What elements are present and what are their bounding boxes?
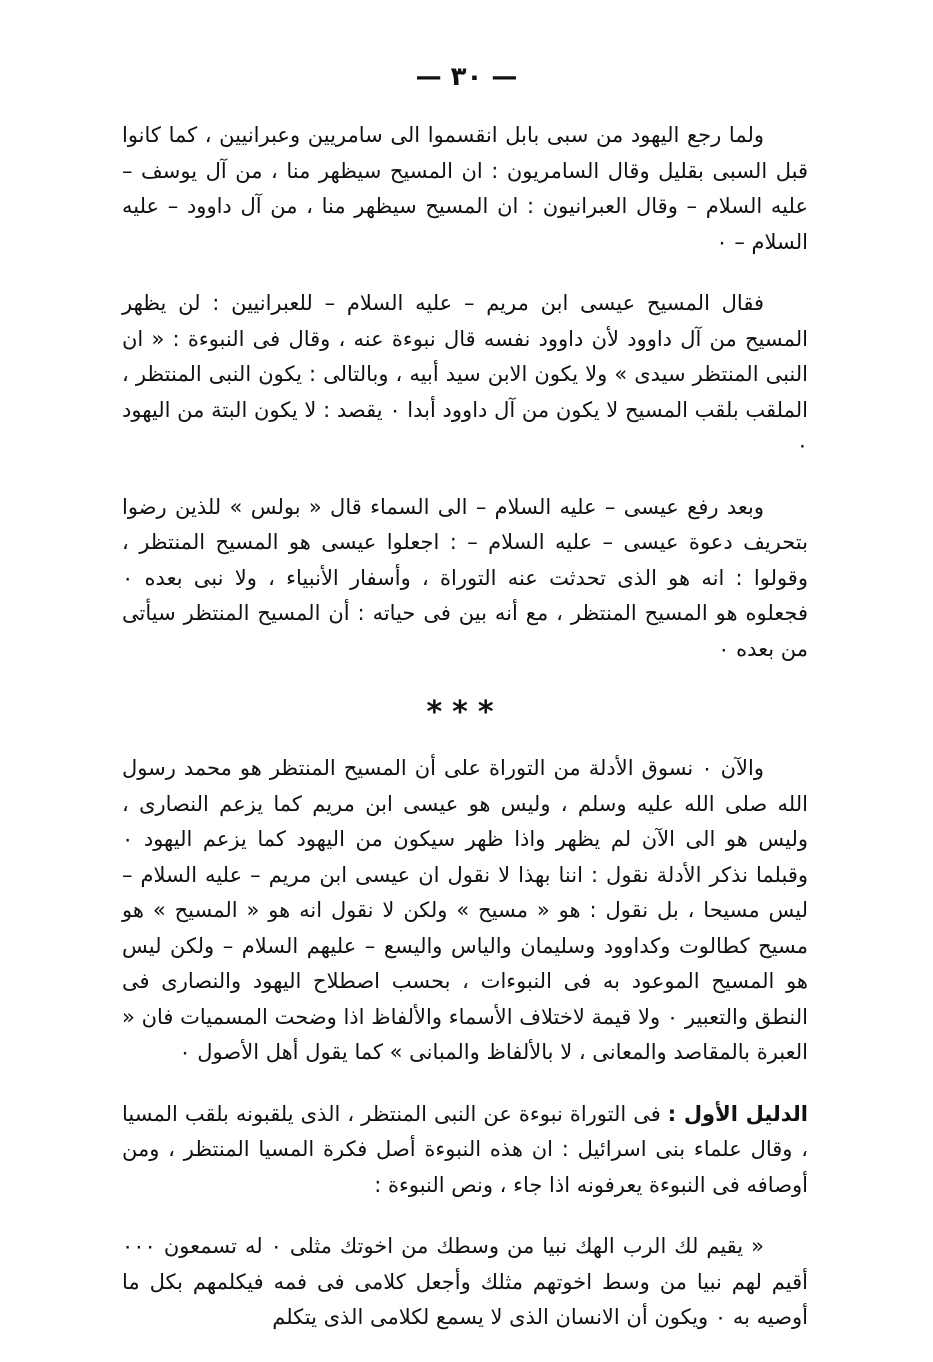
section-divider: *** [426, 695, 504, 730]
paragraph-jesus-statement: فقال المسيح عيسى ابن مريم – عليه السلام – للعبرانيين : لن يظهر المسيح من آل داوود لأن داوود نفسه قال نبوءة عنه ، وقال فى النبوءة : « ان النبى المنتظر سيدى » ولا يكون الابن سيد أبيه ، وبالتالى : يكون النبى المنتظر ، الملقب بلقب المسيح لا يكون من آل داوود أبدا ٠ يقصد : لا يكون البتة من اليهود ٠ [122, 291, 808, 457]
paragraph-first-evidence [122, 1097, 808, 1204]
paragraph-paul: وبعد رفع عيسى – عليه السلام – الى السماء قال « بولس » للذين رضوا بتحريف دعوة عيسى – عليه السلام – : اجعلوا عيسى هو المسيح المنتظر ، وقولوا : انه هو الذى تحدثت عنه التوراة ، وأسفار الأنبياء ، ولا نبى بعده ٠ فجعلوه هو المسيح المنتظر ، مع أنه بين فى حياته : أن المسيح المنتظر سيأتى من بعده ٠ [122, 494, 808, 661]
paragraph-torah-quote: « يقيم لك الرب الهك نبيا من وسطك من اخوتك مثلى ٠ له تسمعون ٠٠٠ أقيم لهم نبيا من وسط اخوتهم مثلك وأجعل كلامى فى فمه فيكلمهم بكل ما أوصيه به ٠ ويكون أن الانسان الذى لا يسمع لكلامى الذى يتكلم [122, 1234, 808, 1329]
first-evidence-heading: الدليل الأول : [667, 1101, 809, 1126]
first-evidence-text: فى التوراة نبوءة عن النبى المنتظر ، الذى يلقبونه بلقب المسيا ، وقال علماء بنى اسرائيل : ان هذه النبوءة أصل فكرة المسيا المنتظر ، ومن أوصافه فى النبوءة يعرفونه اذا جاء ، ونص النبوءة : [122, 1101, 808, 1197]
paragraph-evidence-intro: والآن ٠ نسوق الأدلة من التوراة على أن المسيح المنتظر هو محمد رسول الله صلى الله عليه وسلم ، وليس هو عيسى ابن مريم كما يزعم النصارى ، وليس هو الى الآن لم يظهر واذا ظهر سيكون من اليهود كما يزعم اليهود ٠ وقبلما نذكر الأدلة نقول : اننا بهذا لا نقول ان عيسى ابن مريم – عليه السلام – ليس مسيحا ، بل نقول : هو « مسيح » ولكن لا نقول انه هو « المسيح » هو مسيح كطالوت وكداوود وسليمان والياس واليسع – عليهم السلام – ولكن ليس هو المسيح الموعود به فى النبوءات ، بحسب اصطلاح اليهود والنصارى فى النطق والتعبير ٠ ولا قيمة لاختلاف الأسماء والألفاظ اذا وضحت المسميات فان « العبرة بالمقاصد والمعانى ، لا بالألفاظ والمبانى » كما يقول أهل الأصول ٠ [122, 756, 808, 1064]
page-number: — ٣٠ — [415, 62, 518, 92]
page-body [122, 118, 808, 1362]
paragraph-samaritans-hebrews: ولما رجع اليهود من سبى بابل انقسموا الى سامريين وعبرانيين ، كما كانوا قبل السبى بقليل وقال السامريون : ان المسيح سيظهر منا ، من آل يوسف – عليه السلام – وقال العبرانيون : ان المسيح سيظهر منا ، من آل داوود – عليه السلام – ٠ [122, 123, 808, 254]
